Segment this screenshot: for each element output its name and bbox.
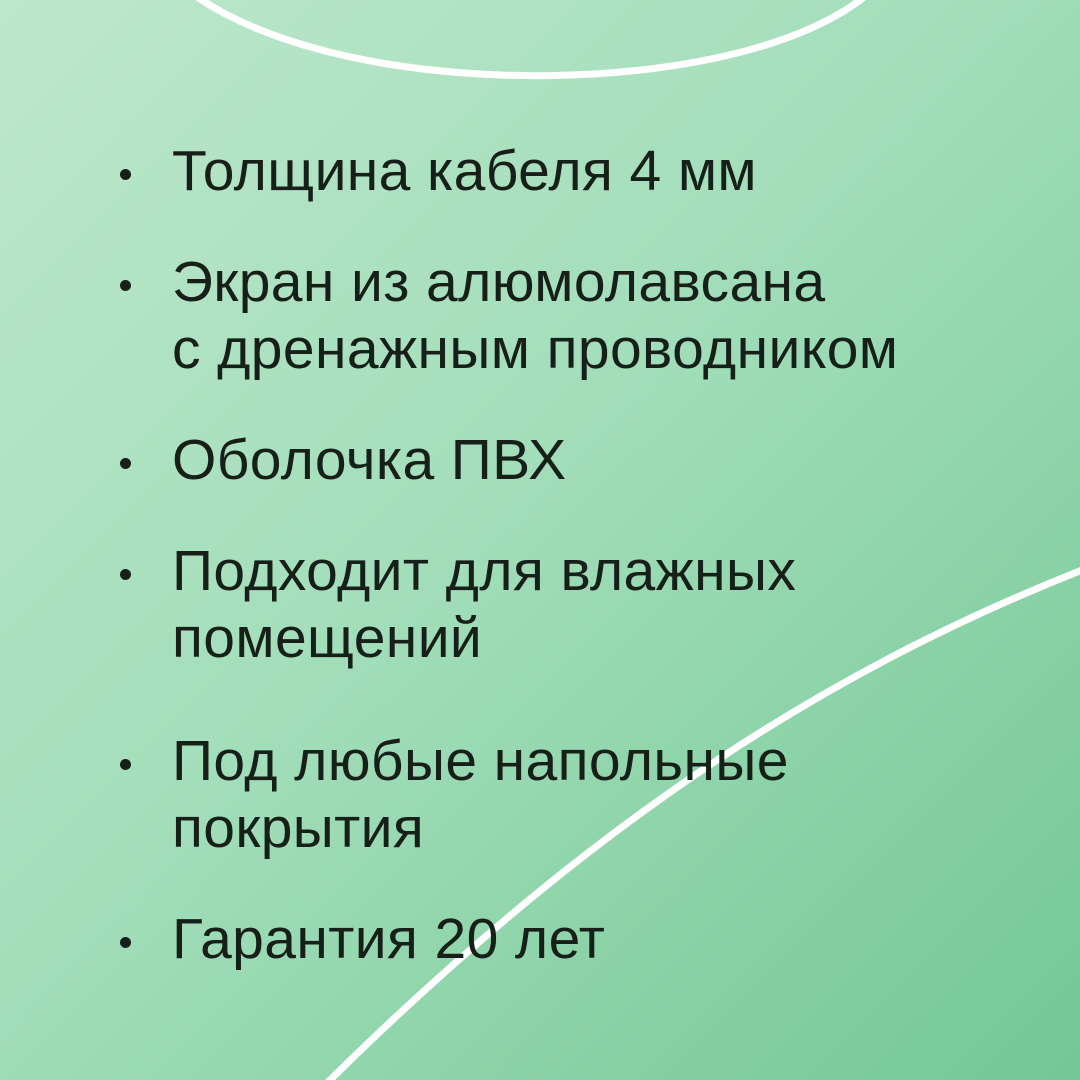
feature-text: помещений: [172, 606, 483, 670]
bullet-dot-icon: [120, 280, 131, 291]
bullet-dot-icon: [120, 169, 131, 180]
bullet-dot-icon: [120, 458, 131, 469]
bullet-dot-icon: [120, 569, 131, 580]
feature-item-wet-rooms: [120, 538, 1000, 672]
bullet-dot-icon: [120, 759, 131, 770]
feature-text: Толщина кабеля 4 мм: [172, 139, 758, 203]
feature-text: Под любые напольные: [172, 729, 789, 793]
feature-text: Экран из алюмолавсана: [172, 250, 826, 314]
feature-text: покрытия: [172, 796, 425, 860]
bullet-dot-icon: [120, 937, 131, 948]
feature-text: Оболочка ПВХ: [172, 428, 567, 492]
top-curve-line: [170, 0, 890, 76]
feature-text: с дренажным проводником: [172, 317, 899, 381]
feature-item-screen: [120, 249, 1000, 383]
feature-item-warranty: [120, 906, 1000, 973]
feature-text: Подходит для влажных: [172, 539, 797, 603]
feature-item-cable-thickness: [120, 138, 1000, 205]
feature-item-floor-coverings: [120, 728, 1000, 862]
feature-list: [120, 138, 1000, 973]
feature-text: Гарантия 20 лет: [172, 907, 606, 971]
feature-item-sheath: [120, 427, 1000, 494]
